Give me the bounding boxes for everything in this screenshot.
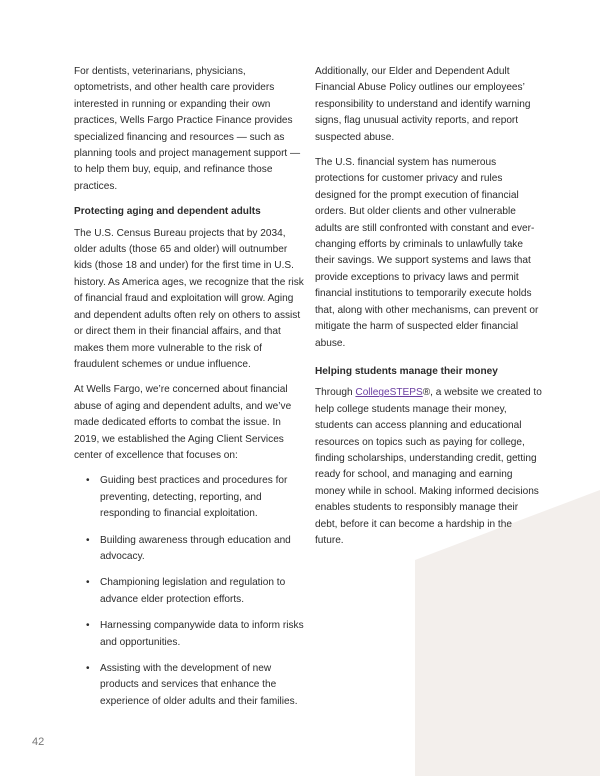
- bullet-icon: •: [86, 620, 90, 632]
- list-item: [74, 618, 306, 651]
- bullet-icon: •: [86, 577, 90, 589]
- collegesteps-prefix: Through: [315, 387, 356, 399]
- section-heading-students: Helping students manage their money: [315, 365, 498, 377]
- list-item-text: Harnessing companywide data to inform risks and opportunities.: [100, 620, 304, 648]
- bullet-icon: •: [86, 475, 90, 487]
- wells-fargo-paragraph: At Wells Fargo, we’re concerned about financial abuse of aging and dependent adults, and we’ve made dedicated efforts to combat the issue. In 2019, we established the Aging Client Services center of excellence that focuses on:: [74, 384, 292, 461]
- financial-system-paragraph: The U.S. financial system has numerous protections for customer privacy and rules designed for the prompt execution of financial orders. But older clients and other vulnerable adults are still confronted with constant and ever-changing efforts by criminals to unlawfully take their savings. We support systems and laws that provide exceptions to privacy laws and permit financial institutions to temporarily execute holds that, along with other mechanisms, can prevent or mitigate the harm of suspected elder financial abuse.: [315, 157, 539, 349]
- list-item: [74, 661, 306, 710]
- intro-paragraph: For dentists, veterinarians, physicians, optometrists, and other health care providers interested in running or expanding their own practices, Wells Fargo Practice Finance provides specialized financing and resources — such as planning tools and project management support — to help them buy, equip, and refinance those practices.: [74, 66, 301, 192]
- policy-paragraph: Additionally, our Elder and Dependent Adult Financial Abuse Policy outlines our employees’ responsibility to understand and identify warning signs, flag unusual activity reports, and report suspected abuse.: [315, 66, 531, 143]
- registered-mark: ®: [422, 387, 431, 399]
- list-item-text: Guiding best practices and procedures for preventing, detecting, reporting, and responding to financial exploitation.: [100, 475, 288, 520]
- collegesteps-link[interactable]: CollegeSTEPS: [355, 387, 423, 399]
- section-heading-aging-adults: Protecting aging and dependent adults: [74, 206, 261, 218]
- bullet-icon: •: [86, 534, 90, 546]
- focus-list: [74, 473, 306, 710]
- list-item-text: Championing legislation and regulation to advance elder protection efforts.: [100, 577, 286, 605]
- right-column: [315, 64, 543, 558]
- list-item: [74, 533, 306, 566]
- list-item-text: Assisting with the development of new products and services that enhance the experience of older adults and their families.: [100, 663, 298, 707]
- list-item: [74, 575, 306, 608]
- bullet-icon: •: [86, 663, 90, 674]
- list-item-text: Building awareness through education and advocacy.: [100, 534, 291, 562]
- page-number: 42: [32, 736, 45, 748]
- collegesteps-text: , a website we created to help college students manage their money, students can access planning and educational resources on topics such as paying for college, finding scholarships, understanding credit, getting ready for school, and managing and earning money while in school. Making informed decisions enables students to responsibly manage their debt, before it can become a hardship in the future.: [315, 387, 542, 546]
- collegesteps-paragraph: [315, 385, 543, 549]
- list-item: [74, 473, 306, 522]
- census-paragraph: The U.S. Census Bureau projects that by 2034, older adults (those 65 and older) will outnumber kids (those 18 and under) for the first time in U.S. history. As America ages, we recognize that the risk of financial fraud and exploitation will grow. Aging and dependent adults often rely on others to assist or direct them in their financial affairs, and that makes them more vulnerable to the risk of fraudulent schemes or undue influence.: [74, 227, 304, 370]
- left-column: [74, 64, 306, 720]
